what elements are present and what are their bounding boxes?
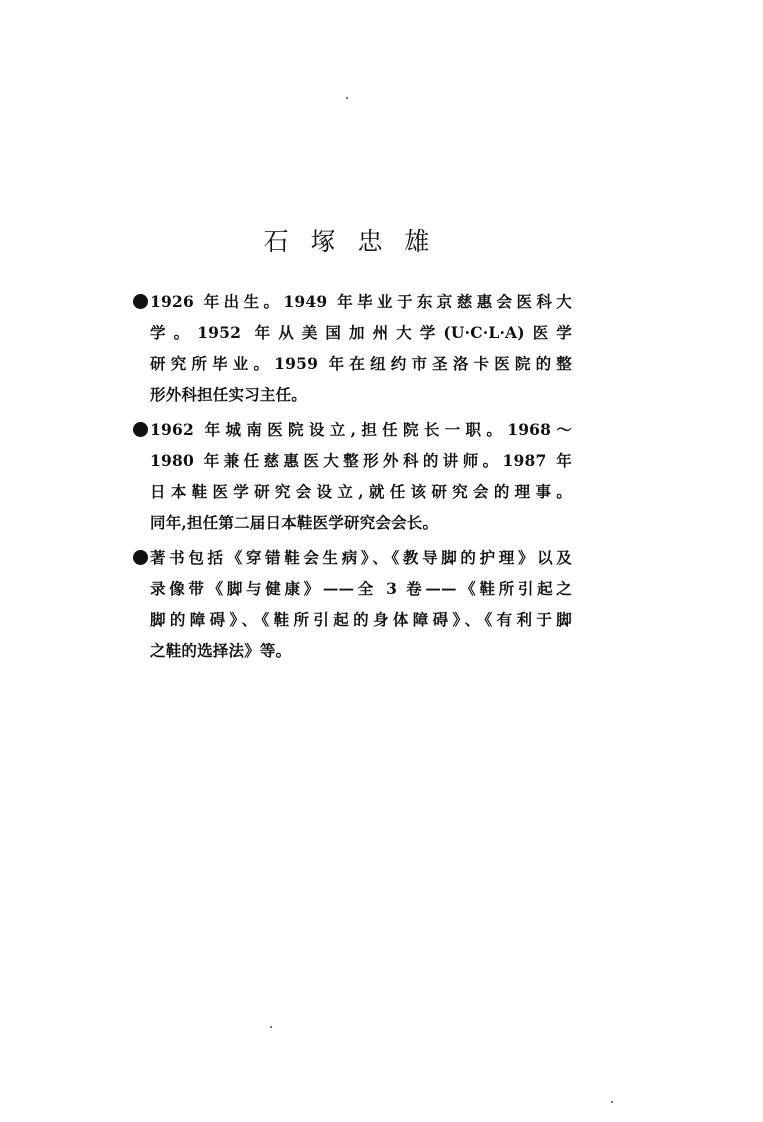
text-line: 脚的障碍》、《鞋所引起的身体障碍》、《有利于脚 bbox=[150, 610, 572, 629]
text-line: 学。1952 年从美国加州大学(U·C·L·A)医学 bbox=[150, 323, 572, 342]
bullet-icon bbox=[133, 294, 148, 309]
text-line: 1980 年兼任慈惠医大整形外科的讲师。1987 年 bbox=[150, 451, 572, 470]
text-line: 1926 年出生。1949 年毕业于东京慈惠会医科大 bbox=[150, 292, 572, 311]
biography-list bbox=[132, 286, 572, 670]
text-line: 形外科担任实习主任。 bbox=[150, 385, 308, 404]
page-title: 石 塚 忠 雄 bbox=[263, 227, 437, 256]
text-line: 1962 年城南医院设立,担任院长一职。1968～ bbox=[150, 420, 572, 439]
scan-speck bbox=[346, 97, 348, 99]
text-line: 研究所毕业。1959 年在纽约市圣洛卡医院的整 bbox=[150, 354, 572, 373]
text-line: 日本鞋医学研究会设立,就任该研究会的理事。 bbox=[150, 482, 572, 501]
text-line: 录像带《脚与健康》——全 3 卷——《鞋所引起之 bbox=[150, 579, 572, 598]
text-line: 著书包括《穿错鞋会生病》、《教导脚的护理》以及 bbox=[150, 548, 572, 567]
bullet-icon bbox=[133, 422, 148, 437]
bullet-icon bbox=[133, 550, 148, 565]
scan-speck bbox=[270, 1026, 272, 1028]
biography-paragraph-works bbox=[132, 542, 572, 666]
biography-paragraph-education bbox=[132, 286, 572, 410]
scan-speck bbox=[611, 1101, 613, 1103]
text-line: 同年,担任第二届日本鞋医学研究会会长。 bbox=[150, 513, 439, 532]
biography-paragraph-career bbox=[132, 414, 572, 538]
text-line: 之鞋的选择法》等。 bbox=[150, 641, 292, 660]
